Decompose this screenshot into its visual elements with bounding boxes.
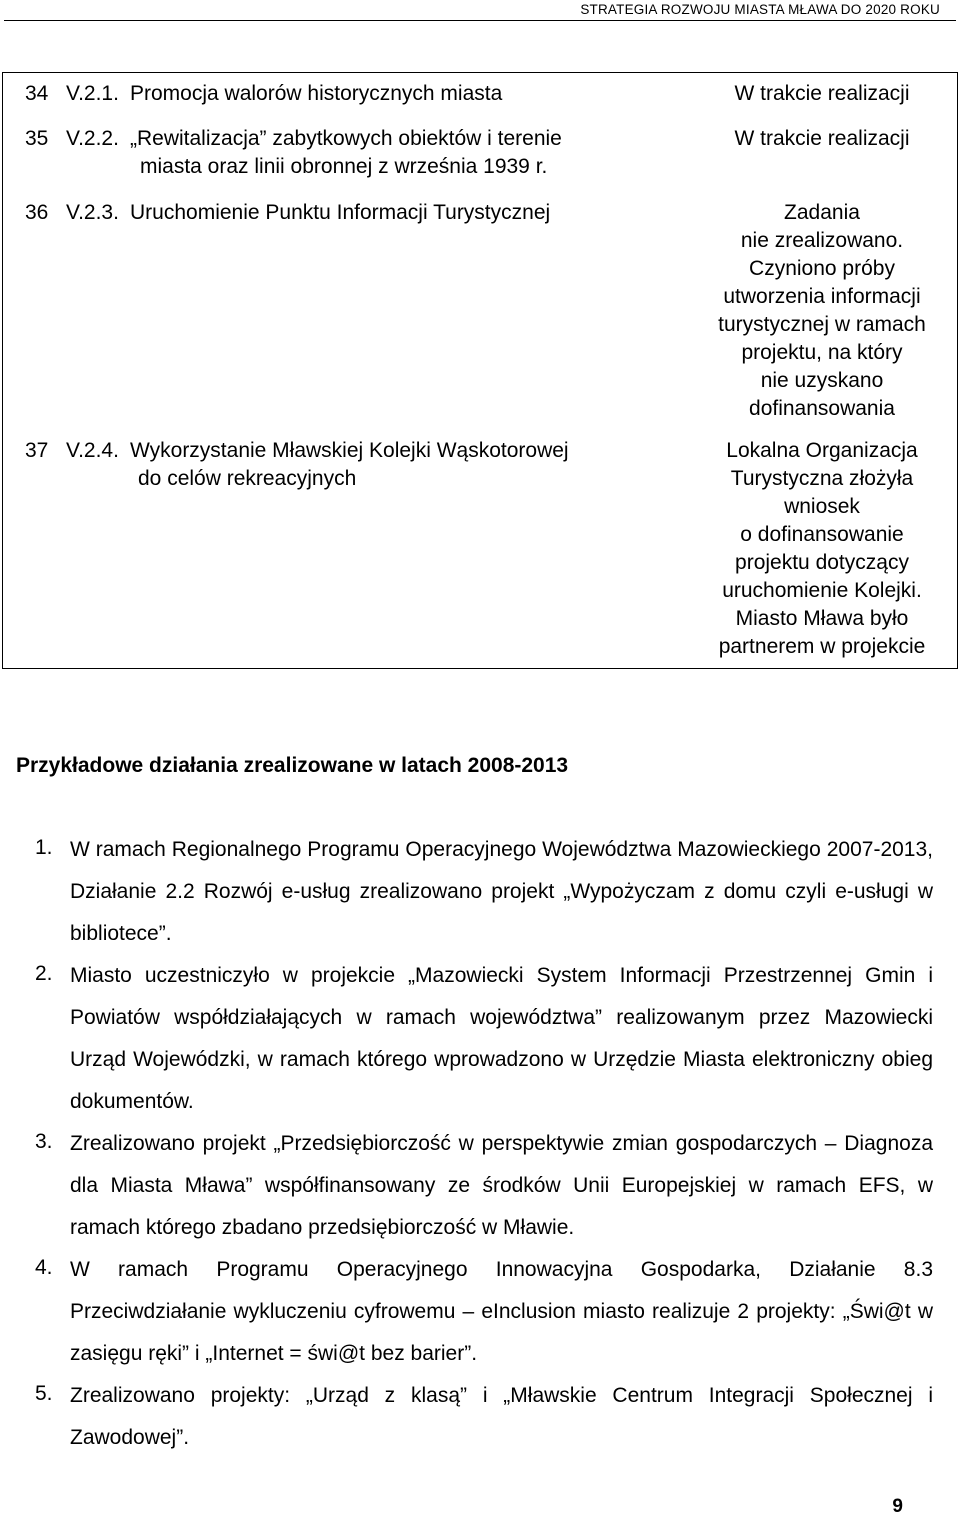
status-line: nie uzyskano bbox=[760, 369, 884, 392]
row-status bbox=[683, 80, 960, 108]
status-line: W trakcie realizacji bbox=[734, 82, 910, 105]
item-number: 3. bbox=[35, 1130, 53, 1153]
status-line: W trakcie realizacji bbox=[734, 127, 910, 150]
row-code: V.2.3. bbox=[66, 201, 119, 224]
row-title bbox=[130, 80, 502, 108]
status-line: utworzenia informacji bbox=[723, 285, 921, 308]
status-line: Zadania bbox=[784, 201, 860, 224]
status-line: Lokalna Organizacja bbox=[726, 439, 918, 462]
status-line: projektu, na który bbox=[741, 341, 903, 364]
title-line: miasta oraz linii obronnej z września 1939 r. bbox=[140, 155, 548, 178]
item-number: 1. bbox=[35, 836, 53, 859]
row-title bbox=[130, 125, 562, 181]
row-number: 34 bbox=[25, 82, 49, 105]
row-status bbox=[683, 199, 960, 423]
title-line: Uruchomienie Punktu Informacji Turystycznej bbox=[130, 201, 551, 224]
row-title bbox=[130, 437, 569, 493]
status-table bbox=[2, 72, 958, 669]
title-line: Promocja walorów historycznych miasta bbox=[130, 82, 503, 105]
item-number: 4. bbox=[35, 1256, 53, 1279]
row-number: 36 bbox=[25, 201, 49, 224]
status-line: wniosek bbox=[784, 495, 860, 518]
header-rule bbox=[4, 20, 956, 21]
page-number: 9 bbox=[892, 1496, 903, 1517]
row-number: 37 bbox=[25, 439, 49, 462]
status-line: uruchomienie Kolejki. bbox=[722, 579, 922, 602]
status-line: Turystyczna złożyła bbox=[730, 467, 914, 490]
title-line: Wykorzystanie Mławskiej Kolejki Wąskotorowej bbox=[130, 439, 569, 462]
row-status bbox=[683, 437, 960, 661]
row-number: 35 bbox=[25, 127, 49, 150]
row-code: V.2.2. bbox=[66, 127, 119, 150]
item-text: W ramach Programu Operacyjnego Innowacyjna Gospodarka, Działanie 8.3 Przeciwdziałanie wykluczeniu cyfrowemu – eInclusion miasto realizuje 2 projekty: „Świ@t w zasięgu ręki” i „Internet = świ@t bez barier”. bbox=[70, 1258, 933, 1365]
status-line: dofinansowania bbox=[749, 397, 895, 420]
title-line: do celów rekreacyjnych bbox=[138, 467, 357, 490]
status-line: Miasto Mława było bbox=[735, 607, 909, 630]
status-line: turystycznej w ramach bbox=[718, 313, 926, 336]
item-text: Zrealizowano projekty: „Urząd z klasą” i „Mławskie Centrum Integracji Społecznej i Zawodowej”. bbox=[70, 1384, 933, 1449]
row-code: V.2.1. bbox=[66, 82, 119, 105]
status-line: projektu dotyczący bbox=[735, 551, 909, 574]
item-text: Zrealizowano projekt „Przedsiębiorczość w perspektywie zmian gospodarczych – Diagnoza dla Miasta Mława” współfinansowany ze środków Unii Europejskiej w ramach EFS, w ramach którego zbadano przedsiębiorczość w Mławie. bbox=[70, 1132, 933, 1239]
item-number: 5. bbox=[35, 1382, 53, 1405]
status-line: Czyniono próby bbox=[749, 257, 895, 280]
section-heading: Przykładowe działania zrealizowane w latach 2008-2013 bbox=[16, 754, 569, 777]
row-code: V.2.4. bbox=[66, 439, 119, 462]
status-line: nie zrealizowano. bbox=[740, 229, 904, 252]
status-line: o dofinansowanie bbox=[740, 523, 904, 546]
item-number: 2. bbox=[35, 962, 53, 985]
row-title bbox=[130, 199, 550, 227]
item-text: W ramach Regionalnego Programu Operacyjnego Województwa Mazowieckiego 2007-2013, Działanie 2.2 Rozwój e-usług zrealizowano projekt „Wypożyczam z domu czyli e-usługi w bibliotece”. bbox=[70, 838, 933, 945]
running-header: STRATEGIA ROZWOJU MIASTA MŁAWA DO 2020 ROKU bbox=[580, 2, 940, 17]
status-line: partnerem w projekcie bbox=[718, 635, 926, 658]
title-line: „Rewitalizacja” zabytkowych obiektów i terenie bbox=[130, 127, 562, 150]
item-text: Miasto uczestniczyło w projekcie „Mazowiecki System Informacji Przestrzennej Gmin i Powiatów współdziałających w ramach województwa” realizowanym przez Mazowiecki Urząd Wojewódzki, w ramach którego wprowadzono w Urzędzie Miasta elektroniczny obieg dokumentów. bbox=[70, 964, 933, 1113]
row-status bbox=[683, 125, 960, 153]
